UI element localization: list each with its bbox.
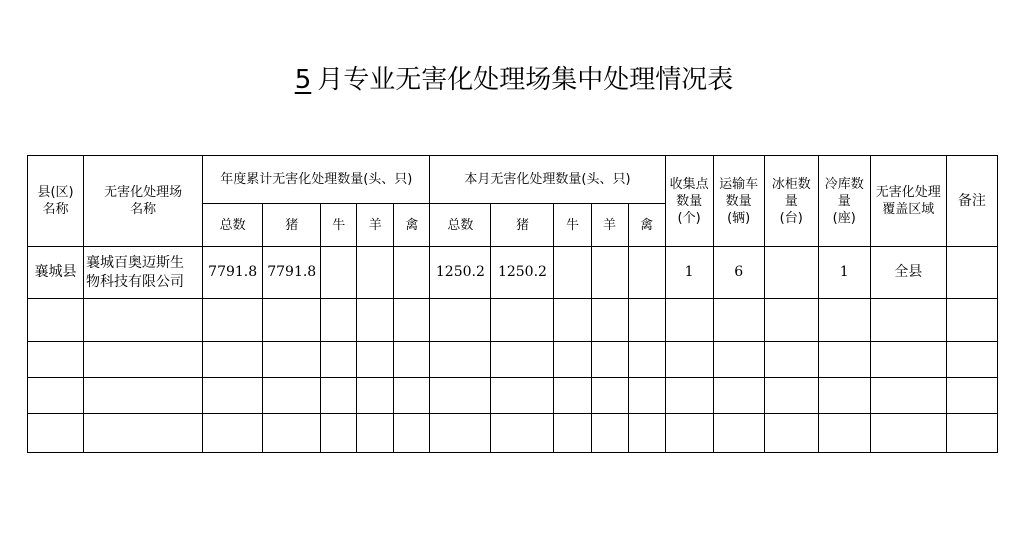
cell-freezers <box>764 247 818 299</box>
header-coverage: 无害化处理 覆盖区域 <box>870 156 946 247</box>
cell-coverage: 全县 <box>870 247 946 299</box>
empty-row <box>28 342 998 378</box>
cell-annual-sheep <box>357 247 394 299</box>
header-annual-group: 年度累计无害化处理数量(头、只) <box>203 156 430 204</box>
header-annual-sheep: 羊 <box>357 204 394 247</box>
header-annual-total: 总数 <box>203 204 263 247</box>
cell-transport-vehicles: 6 <box>713 247 764 299</box>
cell-month-poultry <box>628 247 665 299</box>
header-transport-vehicles: 运输车 数量 (辆) <box>713 156 764 247</box>
header-annual-cattle: 牛 <box>321 204 357 247</box>
header-remarks: 备注 <box>946 156 997 247</box>
header-collection-points: 收集点 数量 (个) <box>665 156 713 247</box>
header-month-cattle: 牛 <box>554 204 591 247</box>
cell-annual-total: 7791.8 <box>203 247 263 299</box>
cell-month-cattle <box>554 247 591 299</box>
header-monthly-group: 本月无害化处理数量(头、只) <box>430 156 665 204</box>
cell-collection-points: 1 <box>665 247 713 299</box>
cell-annual-cattle <box>321 247 357 299</box>
empty-row <box>28 299 998 342</box>
cell-remarks <box>946 247 997 299</box>
header-annual-poultry: 禽 <box>394 204 430 247</box>
report-table <box>27 155 998 453</box>
cell-month-sheep <box>591 247 628 299</box>
header-annual-pig: 猪 <box>263 204 321 247</box>
cell-facility: 襄城百奥迈斯生 物科技有限公司 <box>84 247 203 299</box>
cell-annual-poultry <box>394 247 430 299</box>
empty-row <box>28 378 998 414</box>
header-month-poultry: 禽 <box>628 204 665 247</box>
header-freezers: 冰柜数 量 (台) <box>764 156 818 247</box>
title-month: 5 <box>294 65 312 95</box>
cell-county: 襄城县 <box>28 247 84 299</box>
cell-annual-pig: 7791.8 <box>263 247 321 299</box>
cell-month-pig: 1250.2 <box>491 247 554 299</box>
header-month-pig: 猪 <box>491 204 554 247</box>
header-county: 县(区) 名称 <box>28 156 84 247</box>
cell-cold-storage: 1 <box>818 247 870 299</box>
header-facility: 无害化处理场 名称 <box>84 156 203 247</box>
header-row-1 <box>28 156 998 204</box>
table-row <box>28 247 998 299</box>
header-cold-storage: 冷库数 量 (座) <box>818 156 870 247</box>
page-title <box>0 62 1024 98</box>
header-month-total: 总数 <box>430 204 491 247</box>
title-text: 月专业无害化处理场集中处理情况表 <box>317 65 734 95</box>
cell-month-total: 1250.2 <box>430 247 491 299</box>
header-month-sheep: 羊 <box>591 204 628 247</box>
empty-row <box>28 414 998 453</box>
